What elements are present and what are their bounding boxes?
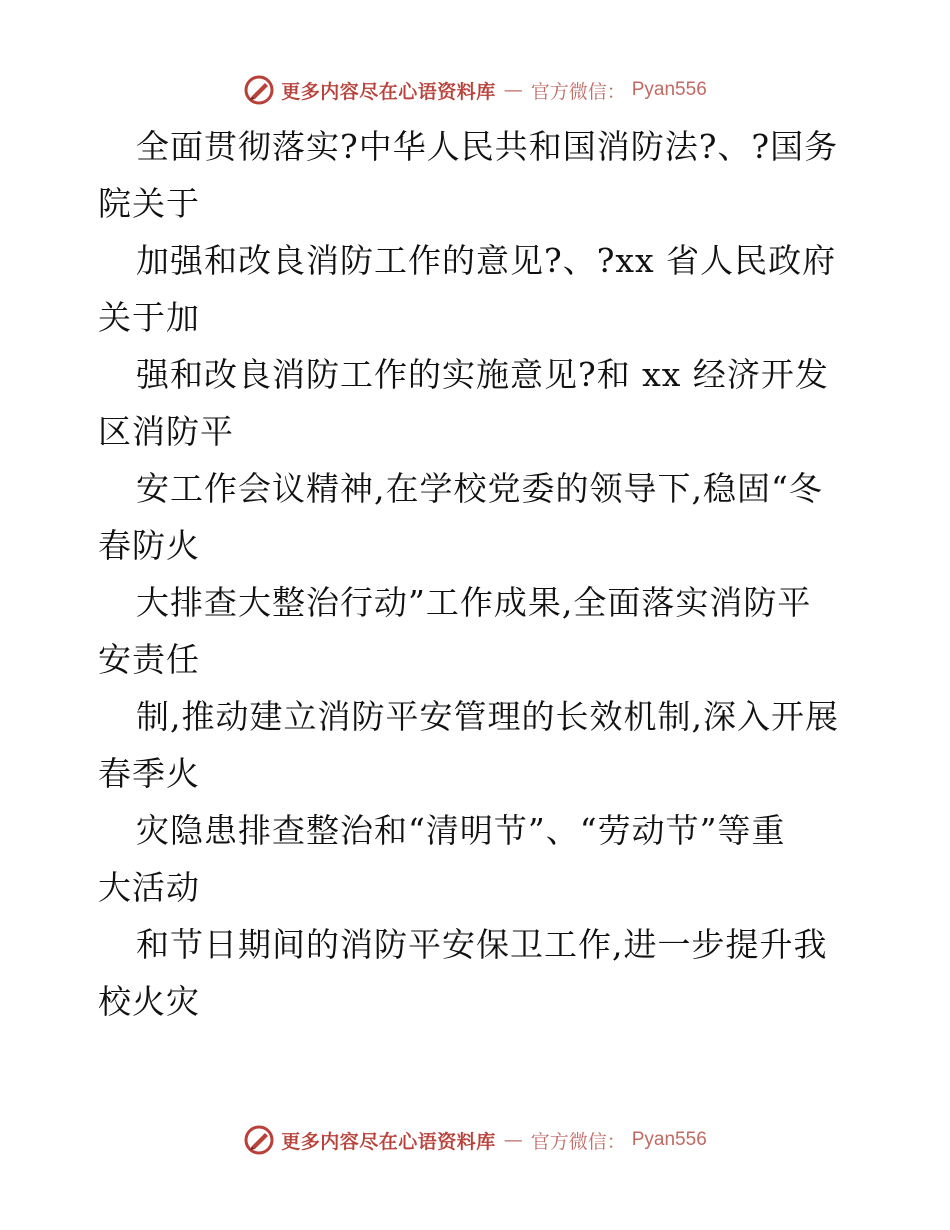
header-banner xyxy=(0,70,950,110)
body-line: 校火灾 xyxy=(98,982,200,1021)
body-line: 春防火 xyxy=(98,526,200,565)
body-line: 全面贯彻落实?中华人民共和国消防法?、?国务 xyxy=(136,127,839,166)
body-line: 制,推动建立消防平安管理的长效机制,深入开展 xyxy=(136,697,839,736)
document-body xyxy=(98,118,868,1030)
body-line: 和节日期间的消防平安保卫工作,进一步提升我 xyxy=(136,925,828,964)
body-line: 强和改良消防工作的实施意见?和 xx 经济开发 xyxy=(136,355,829,394)
promo-text: 更多内容尽在心语资料库 xyxy=(281,1130,496,1153)
wechat-id: Pyan556 xyxy=(631,1129,707,1150)
body-line: 安工作会议精神,在学校党委的领导下,稳固“冬 xyxy=(136,469,823,508)
wechat-id: Pyan556 xyxy=(631,79,707,100)
body-line: 院关于 xyxy=(98,184,200,223)
body-line: 关于加 xyxy=(98,298,200,337)
banner-separator: — xyxy=(503,1129,523,1151)
promo-text: 更多内容尽在心语资料库 xyxy=(281,80,496,103)
pen-logo-icon xyxy=(243,1124,275,1156)
banner-separator: — xyxy=(503,79,523,101)
body-line: 大活动 xyxy=(98,868,200,907)
body-line: 安责任 xyxy=(98,640,200,679)
body-line: 灾隐患排查整治和“清明节”、“劳动节”等重 xyxy=(136,811,786,850)
body-line: 大排查大整治行动”工作成果,全面落实消防平 xyxy=(136,583,812,622)
footer-banner xyxy=(0,1120,950,1160)
body-line: 区消防平 xyxy=(98,412,234,451)
body-line: 加强和改良消防工作的意见?、?xx 省人民政府 xyxy=(136,241,837,280)
wechat-label: 官方微信： xyxy=(530,1130,626,1153)
body-line: 春季火 xyxy=(98,754,200,793)
pen-logo-icon xyxy=(243,74,275,106)
wechat-label: 官方微信： xyxy=(530,80,626,103)
